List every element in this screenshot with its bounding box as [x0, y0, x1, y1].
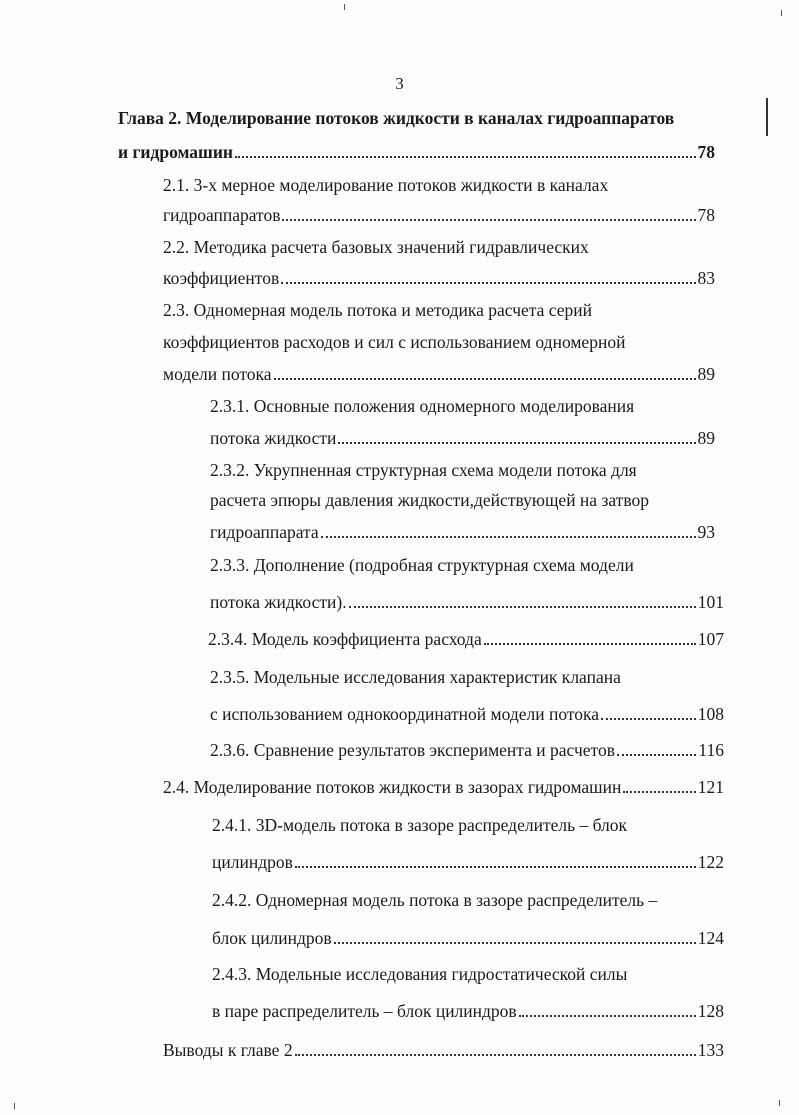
toc-2-3-4-leader — [208, 629, 724, 649]
toc-2-4-3-title-end: в паре распределитель – блок цилиндров — [212, 1001, 517, 1021]
toc-2-3-4-page: 107 — [697, 629, 724, 649]
toc-2-4-2-page: 124 — [697, 928, 724, 948]
toc-2-4-1-leader — [212, 852, 724, 872]
dot-leader — [349, 592, 696, 608]
toc-2-3-3-page: 101 — [697, 592, 724, 612]
dot-leader — [295, 1040, 696, 1056]
toc-2-4-leader — [163, 777, 724, 797]
toc-2-1-line-1: 2.1. 3-х мерное моделирование потоков жидкости в каналах — [163, 175, 609, 195]
toc-2-1-title-end: гидроаппаратов — [163, 205, 281, 225]
toc-conclusions-title: Выводы к главе 2 — [163, 1040, 293, 1060]
toc-ch2-page: 78 — [697, 142, 715, 162]
dot-leader — [235, 142, 696, 158]
toc-2-4-2-title-end: блок цилиндров — [212, 928, 332, 948]
dot-leader — [338, 428, 695, 444]
toc-2-3-title-end: модели потока — [163, 364, 272, 384]
toc-2-4-1-page: 122 — [697, 852, 724, 872]
dot-leader — [282, 205, 695, 221]
toc-ch2-line-1: Глава 2. Моделирование потоков жидкости в каналах гидроаппаратов — [118, 108, 675, 128]
toc-2-3-5-page: 108 — [697, 704, 724, 724]
toc-2-3-3-line-1: 2.3.3. Дополнение (подробная структурная схема модели — [210, 555, 634, 575]
toc-2-4-3-page: 128 — [697, 1001, 724, 1021]
toc-2-4-2-leader — [212, 928, 724, 948]
toc-2-4-page: 121 — [697, 777, 724, 797]
toc-2-3-4-title: 2.3.4. Модель коэффициента расхода — [208, 629, 482, 649]
toc-2-3-2-title-end: гидроаппарата — [210, 522, 319, 542]
toc-2-4-1-title-end: цилиндров — [212, 852, 293, 872]
toc-2-3-6-page: 116 — [698, 740, 724, 760]
toc-2-3-3-leader — [210, 592, 724, 612]
dot-leader — [484, 629, 696, 645]
toc-2-3-page: 89 — [697, 364, 715, 384]
toc-2-4-3-leader — [212, 1001, 724, 1021]
toc-2-3-line-1: 2.3. Одномерная модель потока и методика расчета серий — [163, 300, 593, 320]
dot-leader — [601, 704, 696, 720]
toc-2-4-title: 2.4. Моделирование потоков жидкости в зазорах гидромашин — [163, 777, 622, 797]
toc-2-3-6-leader — [210, 740, 724, 760]
dot-leader — [274, 364, 696, 380]
toc-ch2-leader — [118, 142, 715, 162]
toc-2-3-1-leader — [210, 428, 715, 448]
toc-2-2-title-end: коэффициентов — [163, 268, 280, 288]
page-number: 3 — [395, 74, 404, 93]
toc-2-2-line-1: 2.2. Методика расчета базовых значений гидравлических — [163, 237, 589, 257]
toc-2-1-leader — [163, 205, 715, 225]
dot-leader — [295, 852, 696, 868]
toc-2-4-3-line-1: 2.4.3. Модельные исследования гидростатической силы — [212, 964, 628, 984]
toc-2-3-2-line-2: расчета эпюры давления жидкости,действующей на затвор — [210, 490, 649, 510]
dot-leader — [281, 268, 695, 284]
toc-2-3-5-title-end: с использованием однокоординатной модели потока — [210, 704, 600, 724]
toc-2-3-5-line-1: 2.3.5. Модельные исследования характеристик клапана — [210, 667, 621, 687]
toc-2-2-page: 83 — [697, 268, 715, 288]
dot-leader — [617, 740, 696, 756]
toc-2-3-1-line-1: 2.3.1. Основные положения одномерного моделирования — [210, 396, 635, 416]
toc-2-3-line-2: коэффициентов расходов и сил с использованием одномерной — [163, 332, 626, 352]
toc-2-3-1-page: 89 — [697, 428, 715, 448]
toc-2-2-leader — [163, 268, 715, 288]
toc-2-3-3-title-end: потока жидкости). — [210, 592, 347, 612]
toc-2-4-1-line-1: 2.4.1. 3D-модель потока в зазоре распределитель – блок — [212, 815, 628, 835]
toc-2-4-2-line-1: 2.4.2. Одномерная модель потока в зазоре распределитель – — [212, 890, 658, 910]
toc-2-3-2-leader — [210, 522, 715, 542]
toc-2-3-5-leader — [210, 704, 724, 724]
toc-2-3-1-title-end: потока жидкости — [210, 428, 337, 448]
dot-leader — [334, 928, 696, 944]
toc-2-3-2-page: 93 — [697, 522, 715, 542]
toc-ch2-title-end: и гидромашин — [118, 142, 233, 162]
toc-2-1-page: 78 — [697, 205, 715, 225]
toc-2-3-leader — [163, 364, 715, 384]
dot-leader — [321, 522, 696, 538]
toc-2-3-6-title: 2.3.6. Сравнение результатов эксперимента и расчетов — [210, 740, 615, 760]
toc-conclusions-page: 133 — [697, 1040, 724, 1060]
dot-leader — [623, 777, 695, 793]
toc-conclusions-leader — [163, 1040, 724, 1060]
toc-2-3-2-line-1: 2.3.2. Укрупненная структурная схема модели потока для — [210, 460, 637, 480]
dot-leader — [519, 1001, 696, 1017]
